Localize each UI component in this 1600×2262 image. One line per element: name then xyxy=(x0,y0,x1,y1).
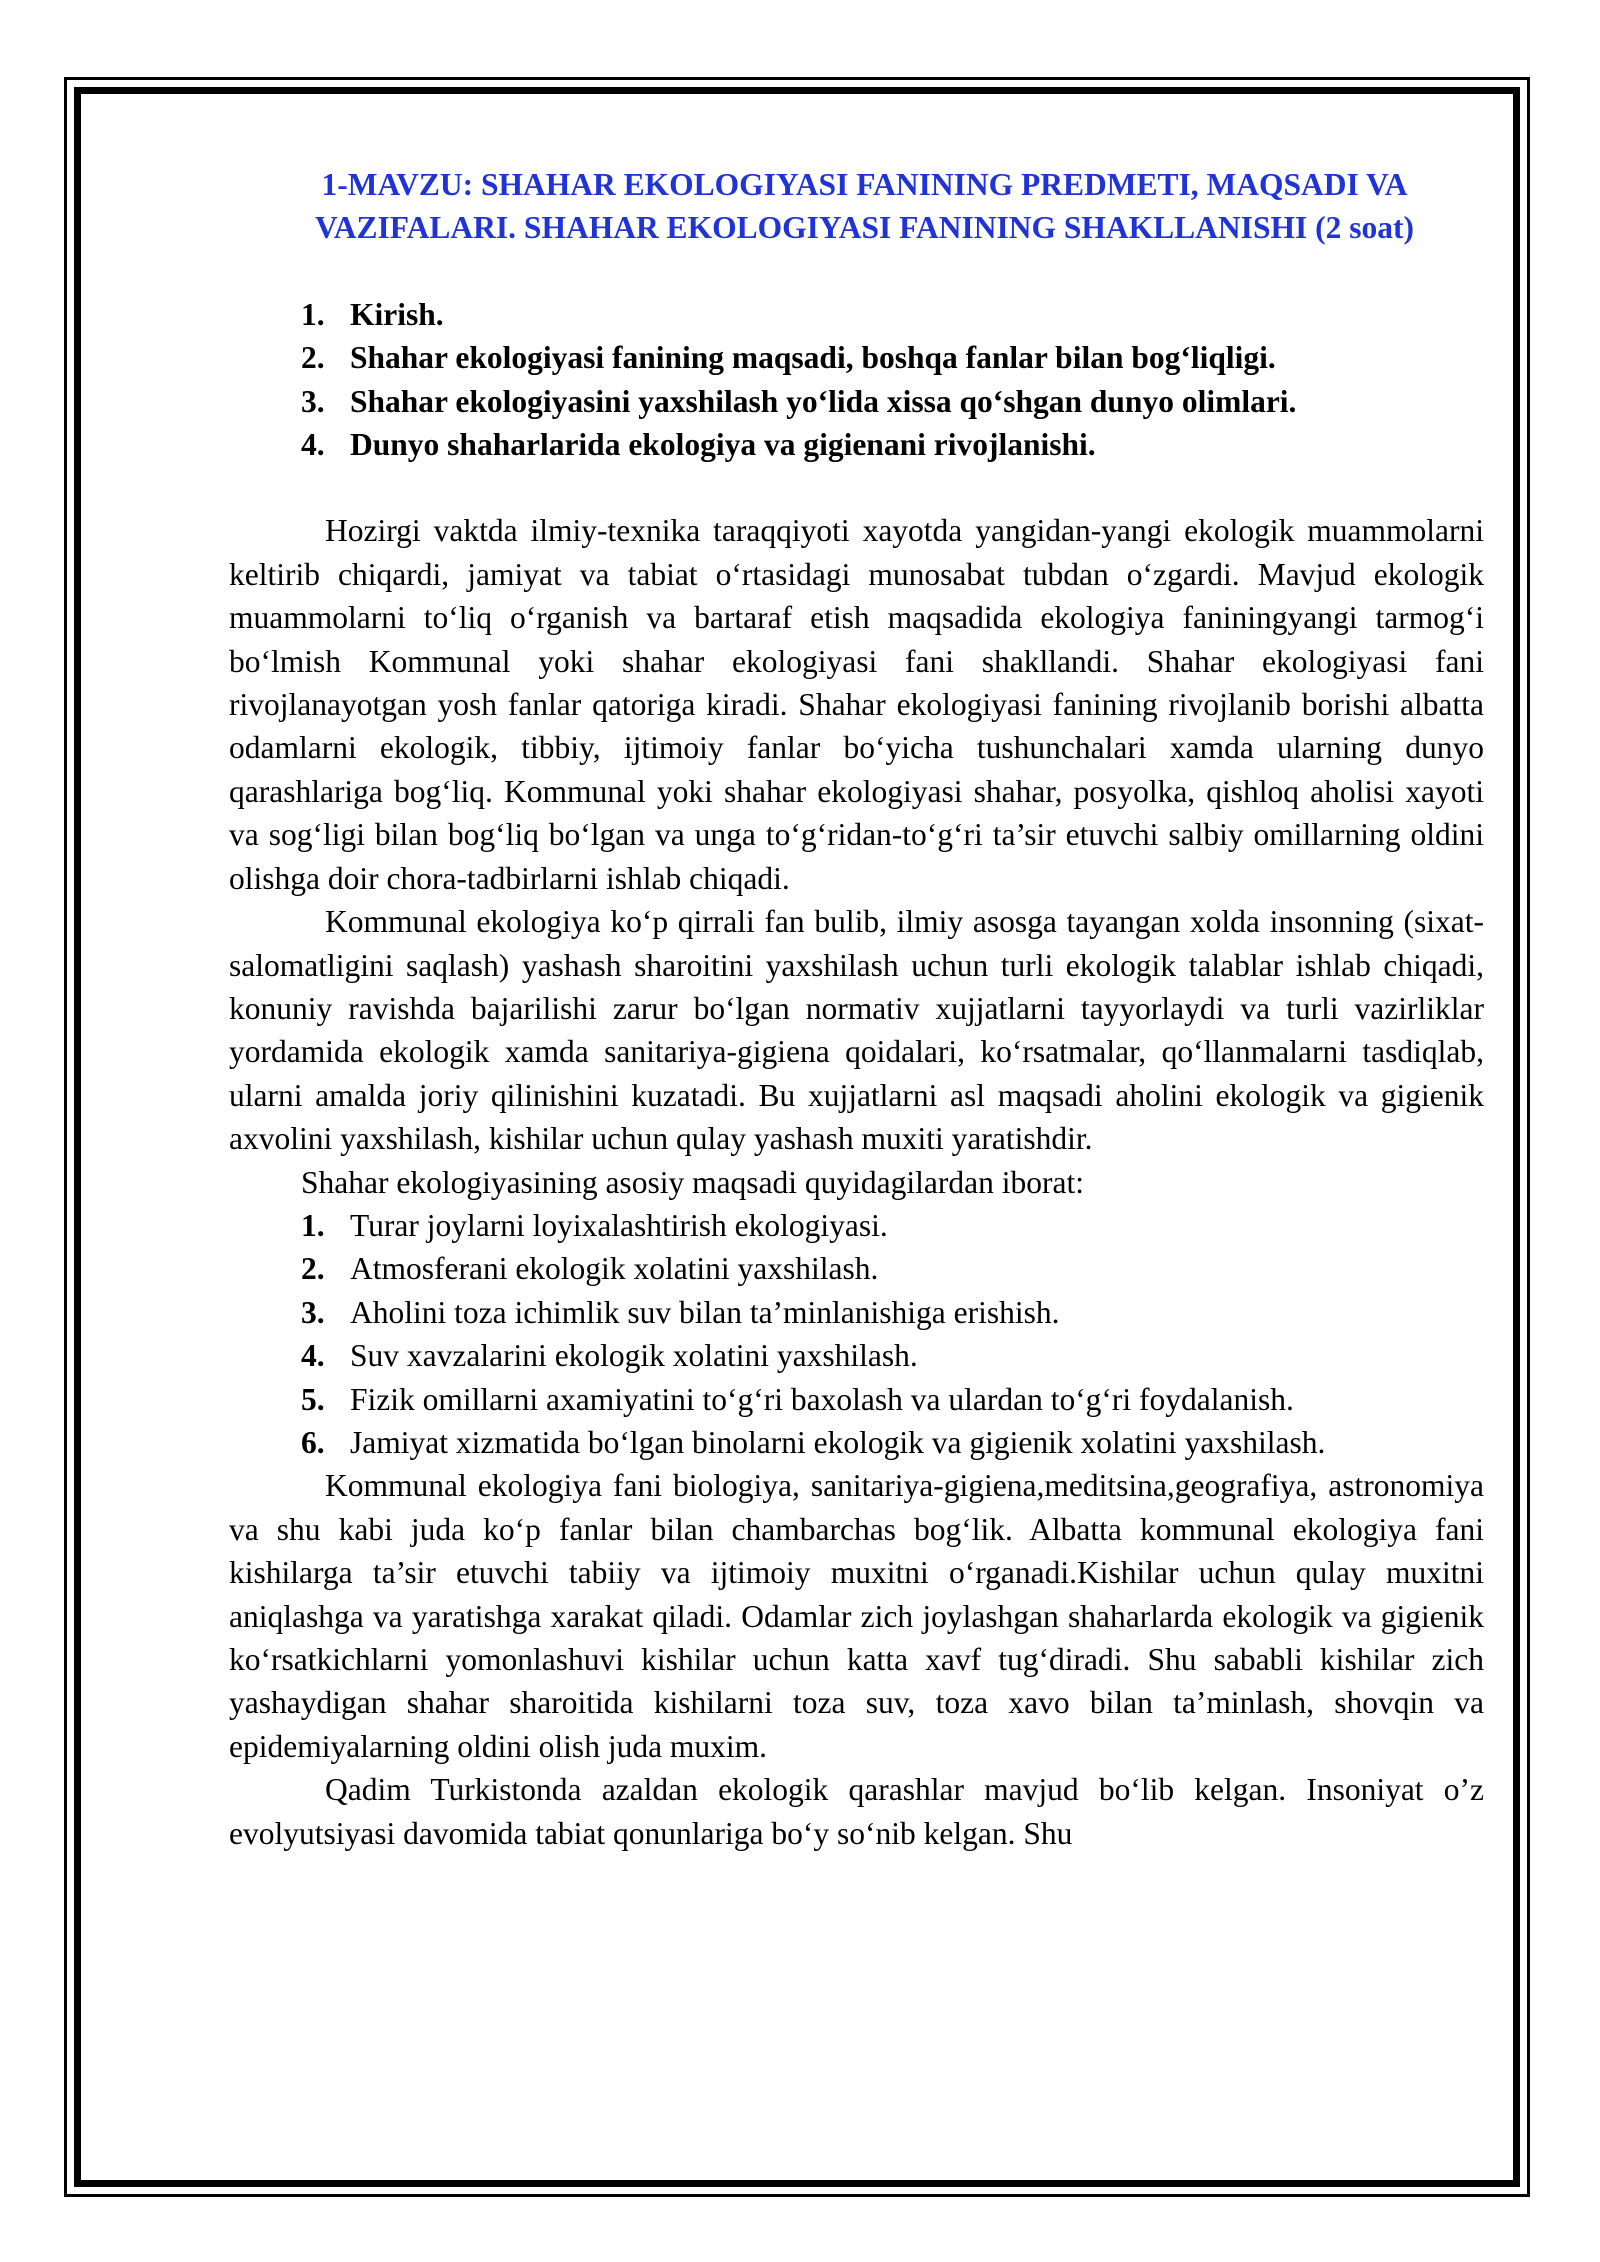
goals-intro: Shahar ekologiyasining asosiy maqsadi quyidagilardan iborat: xyxy=(301,1164,1084,1200)
lecture-title: 1-MAVZU: SHAHAR EKOLOGIYASI FANINING PREDMETI, MAQSADI VA VAZIFALARI. SHAHAR EKOLOGIYASI FANINING SHAKLLANISHI (2 soat) xyxy=(315,167,1414,246)
goal-text: Jamiyat xizmatida bo‘lgan binolarni ekologik va gigienik xolatini yaxshilash. xyxy=(350,1424,1326,1460)
topic-number: 3. xyxy=(301,383,325,419)
topic-text: Shahar ekologiyasini yaxshilash yo‘lida xissa qo‘shgan dunyo olimlari. xyxy=(350,383,1297,419)
goal-number: 3. xyxy=(301,1294,325,1330)
goal-text: Turar joylarni loyixalashtirish ekologiyasi. xyxy=(350,1207,888,1243)
goals-list xyxy=(229,1204,1484,1464)
topic-text: Shahar ekologiyasi fanining maqsadi, boshqa fanlar bilan bog‘liqligi. xyxy=(350,340,1276,376)
topic-item xyxy=(229,293,1484,336)
goal-item xyxy=(229,1247,1484,1290)
topic-text: Dunyo shaharlarida ekologiya va gigienani rivojlanishi. xyxy=(350,427,1096,463)
goal-text: Aholini toza ichimlik suv bilan ta’minlanishiga erishish. xyxy=(350,1294,1060,1330)
topic-number: 2. xyxy=(301,340,325,376)
document-body xyxy=(229,163,1484,1855)
goal-item xyxy=(229,1378,1484,1421)
topic-item xyxy=(229,380,1484,423)
goal-number: 4. xyxy=(301,1338,325,1374)
topic-item xyxy=(229,336,1484,379)
goal-number: 5. xyxy=(301,1381,325,1417)
goal-item xyxy=(229,1334,1484,1377)
body-paragraph: Kommunal ekologiya ko‘p qirrali fan bulib, ilmiy asosga tayangan xolda insonning (sixat-salomatligini saqlash) yashash sharoitini yaxshilash uchun turli ekologik talablar ishlab chiqadi, konuniy ravishda bajarilishi zarur bo‘lgan normativ xujjatlarni tayyorlaydi va turli vazirliklar yordamida ekologik xamda sanitariya-gigiena qoidalari, ko‘rsatmalar, qo‘llanmalarni tasdiqlab, ularni amalda joriy qilinishini kuzatadi. Bu xujjatlarni asl maqsadi aholini ekologik va gigienik axvolini yaxshilash, kishilar uchun qulay yashash muxiti yaratishdir. xyxy=(229,904,1484,1157)
goal-item xyxy=(229,1291,1484,1334)
goal-item xyxy=(229,1421,1484,1464)
goal-text: Fizik omillarni axamiyatini to‘g‘ri baxolash va ulardan to‘g‘ri foydalanish. xyxy=(350,1381,1294,1417)
goal-item xyxy=(229,1204,1484,1247)
goal-text: Suv xavzalarini ekologik xolatini yaxshilash. xyxy=(350,1338,918,1374)
topic-number: 1. xyxy=(301,296,325,332)
goal-number: 1. xyxy=(301,1207,325,1243)
goal-number: 2. xyxy=(301,1251,325,1287)
topic-number: 4. xyxy=(301,427,325,463)
goal-number: 6. xyxy=(301,1424,325,1460)
body-paragraph: Hozirgi vaktda ilmiy-texnika taraqqiyoti xayotda yangidan-yangi ekologik muammolarni keltirib chiqardi, jamiyat va tabiat o‘rtasidagi munosabat tubdan o‘zgardi. Mavjud ekologik muammolarni to‘liq o‘rganish va bartaraf etish maqsadida ekologiya faniningyangi tarmog‘i bo‘lmish Kommunal yoki shahar ekologiyasi fani shakllandi. Shahar ekologiyasi fani rivojlanayotgan yosh fanlar qatoriga kiradi. Shahar ekologiyasi fanining rivojlanib borishi albatta odamlarni ekologik, tibbiy, ijtimoiy fanlar bo‘yicha tushunchalari xamda ularning dunyo qarashlariga bog‘liq. Kommunal yoki shahar ekologiyasi shahar, posyolka, qishloq aholisi xayoti va sog‘ligi bilan bog‘liq bo‘lgan va unga to‘g‘ridan-to‘g‘ri ta’sir etuvchi salbiy omillarning oldini olishga doir chora-tadbirlarni ishlab chiqadi. xyxy=(229,513,1484,896)
topics-list xyxy=(229,293,1484,467)
topic-item xyxy=(229,423,1484,466)
body-paragraph: Qadim Turkistonda azaldan ekologik qarashlar mavjud bo‘lib kelgan. Insoniyat o’z evolyutsiyasi davomida tabiat qonunlariga bo‘y so‘nib kelgan. Shu xyxy=(229,1772,1484,1851)
body-paragraph: Kommunal ekologiya fani biologiya, sanitariya-gigiena,meditsina,geografiya, astronomiya va shu kabi juda ko‘p fanlar bilan chambarchas bog‘lik. Albatta kommunal ekologiya fani kishilarga ta’sir etuvchi tabiiy va ijtimoiy muxitni o‘rganadi.Kishilar uchun qulay muxitni aniqlashga va yaratishga xarakat qiladi. Odamlar zich joylashgan shaharlarda ekologik va gigienik ko‘rsatkichlarni yomonlashuvi kishilar uchun katta xavf tug‘diradi. Shu sababli kishilar zich yashaydigan shahar sharoitida kishilarni toza suv, toza xavo bilan ta’minlash, shovqin va epidemiyalarning oldini olish juda muxim. xyxy=(229,1468,1484,1764)
topic-text: Kirish. xyxy=(350,296,444,332)
goal-text: Atmosferani ekologik xolatini yaxshilash. xyxy=(350,1251,879,1287)
